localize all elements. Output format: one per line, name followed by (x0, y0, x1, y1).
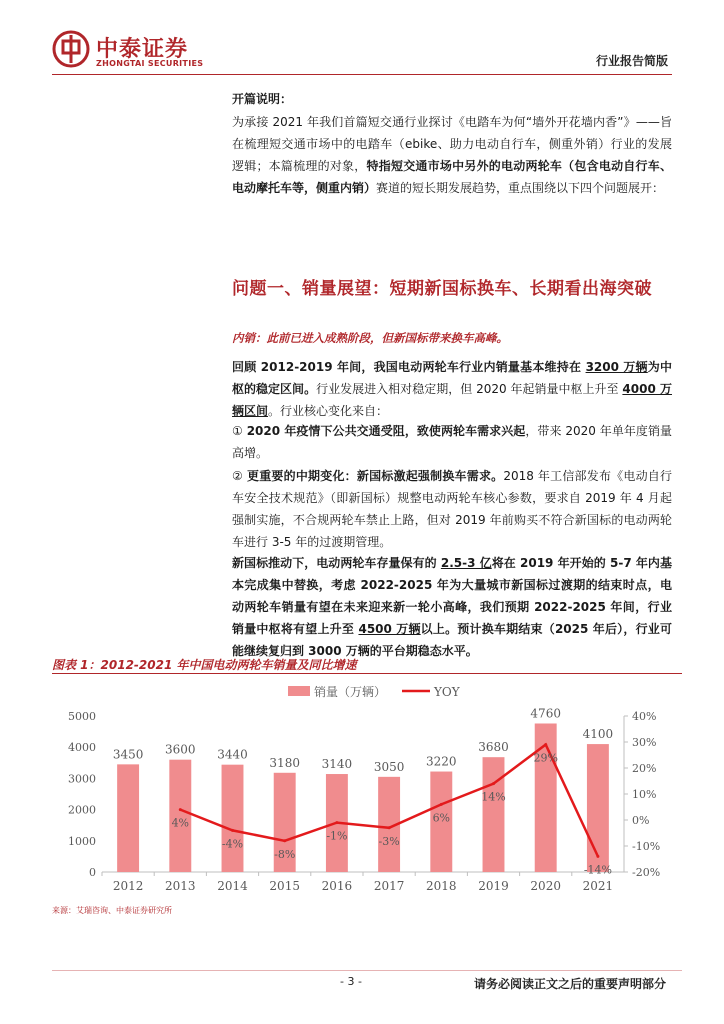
yoy-value-label: -4% (221, 837, 244, 851)
p3-bold: 更重要的中期变化：新国标激起强制换车需求。 (247, 469, 504, 483)
bar-value-label: 3140 (321, 757, 353, 772)
yoy-point-2015 (283, 839, 286, 842)
legend-line-label: YOY (434, 685, 460, 699)
x-axis-tick-label: 2018 (426, 879, 457, 893)
yoy-point-2014 (231, 829, 234, 832)
bar-2012 (117, 764, 139, 872)
footer-divider (52, 970, 682, 971)
p1-bold-b: 为中枢的稳定区间。 (232, 360, 672, 396)
p3-marker: ② (232, 469, 247, 483)
p4-c: 以上。预计换车期结束（2025 年后），行业可能继续复归到 3000 万辆的平台期稳态水平。 (232, 622, 672, 658)
paragraph-4 (232, 552, 672, 662)
x-axis-tick-label: 2017 (373, 879, 405, 893)
x-axis-tick-label: 2015 (269, 879, 300, 893)
left-axis-tick-label: 0 (89, 866, 96, 879)
yoy-point-2018 (440, 803, 443, 806)
x-axis-tick-label: 2016 (321, 879, 353, 893)
bar-value-label: 3220 (426, 754, 457, 769)
yoy-point-2016 (335, 821, 338, 824)
bar-value-label: 4760 (530, 706, 561, 721)
intro-text-a: 为承接 2021 年我们首篇短交通行业探讨《电踏车为何“墙外开花墙内香”》——旨在梳理短交通市场中的电踏车（ebike、助力电动自行车，侧重外销）行业的发展逻辑；本篇梳理的对象， (232, 115, 672, 173)
legend-bar-swatch (288, 686, 310, 696)
right-axis-tick-label: 20% (632, 762, 657, 775)
left-axis-tick-label: 2000 (68, 803, 96, 817)
legend-bar-label: 销量（万辆） (314, 685, 387, 699)
paragraph-2 (232, 420, 672, 464)
bar-2019 (483, 757, 505, 872)
p4-a: 新国标推动下，电动两轮车存量保有的 (232, 556, 441, 570)
right-axis-tick-label: -20% (632, 866, 661, 879)
yoy-value-label: 14% (481, 790, 506, 804)
p1-underline-1: 3200 万辆 (585, 360, 648, 374)
x-axis-tick-label: 2019 (478, 879, 509, 893)
p2-marker: ① (232, 424, 247, 438)
p4-underline-1: 2.5-3 亿 (440, 556, 492, 570)
bar-value-label: 3600 (165, 742, 196, 757)
paragraph-1 (232, 356, 672, 422)
yoy-value-label: 29% (533, 751, 558, 765)
yoy-value-label: -14% (583, 863, 612, 877)
p1-underline-2: 4000 万辆区间 (232, 382, 672, 418)
right-axis-tick-label: 30% (632, 736, 657, 749)
figure-source: 来源：艾瑞咨询、中泰证券研究所 (52, 906, 172, 915)
p1-bold-a: 回顾 2012-2019 年间，我国电动两轮车行业内销量基本维持在 (232, 360, 586, 374)
bar-2021 (587, 744, 609, 872)
zhongtai-logo-icon (52, 30, 90, 68)
bar-value-label: 4100 (582, 727, 614, 742)
right-axis-tick-label: 0% (632, 814, 650, 827)
intro-text-c: 赛道的短长期发展趋势，重点围绕以下四个问题展开： (376, 181, 665, 195)
x-axis-tick-label: 2013 (165, 879, 196, 893)
company-logo (52, 30, 222, 72)
x-axis-tick-label: 2012 (112, 879, 144, 893)
page-number: - 3 - (340, 975, 362, 988)
bar-value-label: 3450 (112, 747, 144, 762)
left-axis-tick-label: 4000 (68, 741, 96, 755)
report-type-label: 行业报告简版 (595, 54, 668, 68)
p1-end: 。行业核心变化来自： (268, 404, 389, 418)
yoy-value-label: -8% (274, 847, 296, 861)
intro-text-b: 特指短交通市场中另外的电动两轮车（包含电动自行车、电动摩托车等，侧重内销） (232, 159, 672, 195)
x-axis-tick-label: 2020 (530, 879, 561, 893)
left-axis-tick-label: 1000 (68, 834, 96, 848)
p1-normal: 行业发展进入相对稳定期，但 2020 年起销量中枢上升至 (316, 382, 623, 396)
p3-normal: 2018 年工信部发布《电动自行车安全技术规范》（即新国标）规整电动两轮车核心参数，要求自 2019 年 4 月起强制实施，不合规两轮车禁止上路，但对 2019 年前购买不符合新国标的电动两轮车进行 3-5 年的过渡期管理。 (232, 469, 672, 549)
p2-normal: ，带来 2020 年单年度销量高增。 (232, 424, 673, 460)
p4-b: 将在 2019 年开始的 5-7 年内基本完成集中替换，考虑 2022-2025 年为大量城市新国标过渡期的结束时点，电动两轮车销量有望在未来迎来新一轮小高峰，我们预期 2022-2025 年间，行业销量中枢将有望上升至 (232, 556, 672, 636)
yoy-point-2021 (596, 855, 599, 858)
yoy-point-2013 (179, 808, 182, 811)
x-axis-tick-label: 2014 (217, 879, 248, 893)
p2-bold: 2020 年疫情下公共交通受阻，致使两轮车需求兴起 (246, 424, 526, 438)
intro-paragraph (232, 111, 672, 199)
bar-value-label: 3680 (478, 740, 509, 755)
yoy-point-2019 (492, 782, 495, 785)
figure-divider (52, 673, 682, 674)
logo-chinese-name: 中泰证券 (96, 37, 189, 62)
domestic-heading: 内销：此前已进入成熟阶段，但新国标带来换车高峰。 (232, 331, 508, 345)
figure-title: 图表 1：2012-2021 年中国电动两轮车销量及同比增速 (52, 658, 357, 672)
yoy-value-label: 4% (171, 816, 190, 830)
bar-value-label: 3050 (373, 759, 405, 774)
x-axis-tick-label: 2021 (582, 879, 614, 893)
header-divider (52, 74, 672, 75)
left-axis-tick-label: 5000 (68, 710, 96, 723)
right-axis-tick-label: -10% (632, 840, 661, 853)
left-axis-tick-label: 3000 (68, 772, 96, 786)
bar-value-label: 3180 (269, 755, 300, 770)
bar-2014 (222, 765, 244, 872)
paragraph-3 (232, 465, 672, 553)
yoy-value-label: -1% (326, 829, 348, 843)
yoy-point-2020 (544, 743, 547, 746)
logo-english-name: ZHONGTAI SECURITIES (96, 59, 204, 68)
intro-label: 开篇说明： (232, 92, 293, 106)
bar-value-label: 3440 (217, 747, 248, 762)
p4-underline-2: 4500 万辆 (358, 622, 421, 636)
right-axis-tick-label: 40% (632, 710, 657, 723)
yoy-value-label: -3% (378, 834, 400, 848)
yoy-value-label: 6% (432, 811, 451, 825)
right-axis-tick-label: 10% (632, 788, 657, 801)
section-title: 问题一、销量展望：短期新国标换车、长期看出海突破 (232, 279, 652, 299)
sales-yoy-chart (52, 676, 682, 901)
footer-disclaimer: 请务必阅读正文之后的重要声明部分 (473, 977, 666, 991)
yoy-point-2017 (388, 826, 391, 829)
